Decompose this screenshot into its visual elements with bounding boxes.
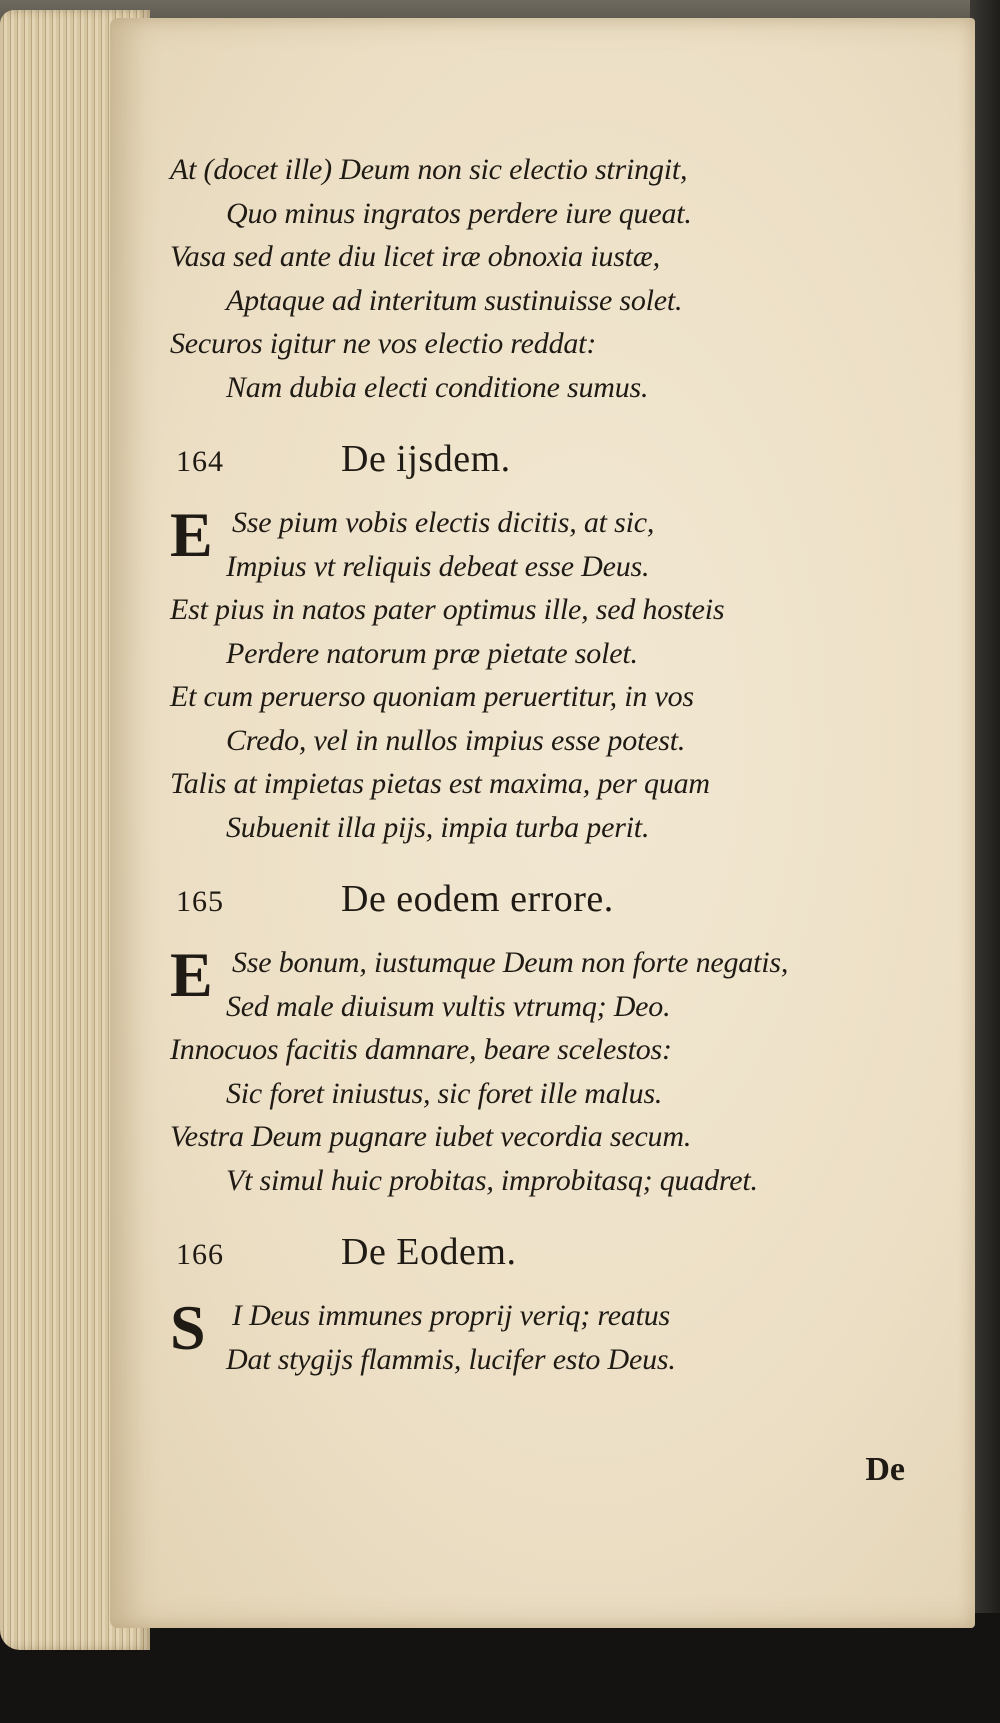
verse-line: Subuenit illa pijs, impia turba perit. [226, 810, 650, 844]
section-166 [170, 1230, 950, 1381]
verse-line: Sed male diuisum vultis vtrumq; Deo. [226, 989, 671, 1023]
verse-line-text: Sse bonum, iustumque Deum non forte negatis, [232, 946, 789, 979]
section-header [170, 437, 950, 487]
verse-line: Et cum peruerso quoniam peruertitur, in vos [170, 680, 694, 713]
verse-line: Securos igitur ne vos electio reddat: [170, 327, 597, 360]
scan-backdrop-bottom [0, 1613, 1000, 1723]
section-164 [170, 437, 950, 849]
drop-cap: S [170, 1292, 206, 1363]
verse-line: At (docet ille) Deum non sic electio stringit, [170, 153, 688, 186]
verse-line-text: I Deus immunes proprij veriq; reatus [232, 1299, 671, 1332]
verse-line: Vestra Deum pugnare iubet vecordia secum. [170, 1120, 692, 1153]
drop-cap: E [170, 939, 213, 1010]
epigram-number: 165 [176, 885, 224, 918]
verse-line: Sic foret iniustus, sic foret ille malus. [226, 1076, 663, 1110]
verse-line: Perdere natorum præ pietate solet. [226, 636, 638, 670]
verse-line-text: Sse pium vobis electis dicitis, at sic, [232, 506, 655, 539]
epigram-title: De ijsdem. [341, 438, 511, 480]
verse-line: Aptaque ad interitum sustinuisse solet. [226, 283, 683, 317]
section-header [170, 1230, 950, 1280]
verse-line: Impius vt reliquis debeat esse Deus. [226, 549, 650, 583]
epigram-title: De eodem errore. [341, 878, 614, 920]
verse-line: Nam dubia electi conditione sumus. [226, 370, 649, 404]
page-content [170, 148, 950, 1381]
verse-line: Vasa sed ante diu licet iræ obnoxia iustæ, [170, 240, 660, 273]
poem-intro [170, 148, 950, 409]
verse-line: Est pius in natos pater optimus ille, sed hosteis [170, 593, 725, 626]
epigram-number: 166 [176, 1238, 224, 1271]
book-page [110, 18, 975, 1628]
epigram-number: 164 [176, 445, 224, 478]
verse-line: Dat stygijs flammis, lucifer esto Deus. [226, 1342, 676, 1376]
verse-line: Vt simul huic probitas, improbitasq; quadret. [226, 1163, 758, 1197]
verse-line: Innocuos facitis damnare, beare scelestos: [170, 1033, 672, 1066]
verse-line: Credo, vel in nullos impius esse potest. [226, 723, 686, 757]
verse-line: Quo minus ingratos perdere iure queat. [226, 196, 692, 230]
catchword: De [865, 1451, 905, 1488]
verse-line: Talis at impietas pietas est maxima, per quam [170, 767, 710, 800]
section-header [170, 877, 950, 927]
epigram-title: De Eodem. [341, 1231, 517, 1273]
drop-cap: E [170, 499, 213, 570]
section-165 [170, 877, 950, 1202]
